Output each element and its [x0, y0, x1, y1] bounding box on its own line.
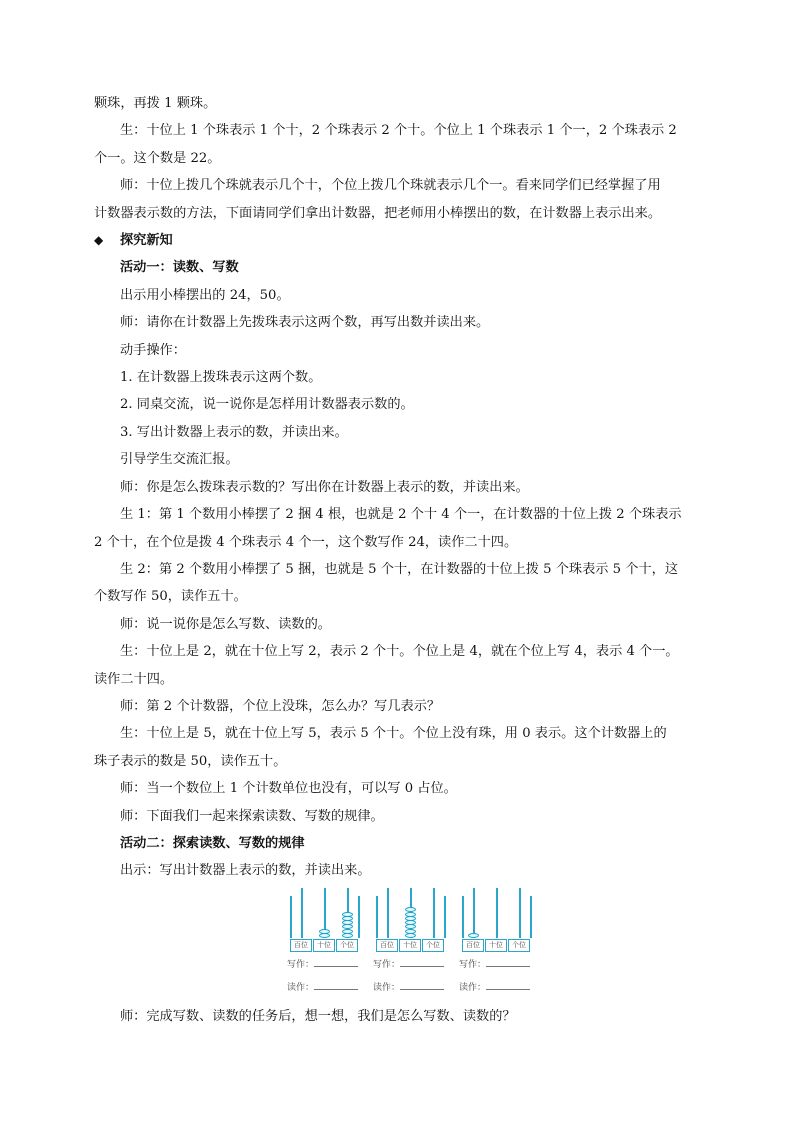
place-label: 百位	[462, 939, 484, 952]
abacus-rod	[473, 888, 475, 938]
abacus-bead	[468, 933, 479, 938]
paragraph-line	[94, 391, 700, 418]
abacus-bead	[405, 916, 416, 921]
counting-abacus	[462, 888, 532, 952]
paragraph-line	[94, 529, 700, 556]
place-label: 个位	[508, 939, 530, 952]
paragraph-line	[94, 720, 700, 747]
abacus-bead	[342, 912, 353, 917]
write-answer-field	[373, 957, 444, 970]
paragraph-text: 计数器表示数的方法，下面请同学们拿出计数器，把老师用小棒摆出的数，在计数器上表示出来。	[94, 205, 662, 221]
place-label: 个位	[336, 939, 358, 952]
paragraph-text: 师：下面我们一起来探索读数、写数的规律。	[120, 808, 384, 824]
answer-blank	[486, 958, 530, 967]
abacus-bead	[405, 933, 416, 938]
write-label: 写作：	[373, 960, 401, 970]
paragraph-text: 探究新知	[120, 233, 173, 249]
paragraph-line	[94, 90, 700, 117]
abacus-frame	[462, 896, 464, 938]
paragraph-text: 读作二十四。	[94, 671, 174, 687]
paragraph-text: 活动二：探索读数、写数的规律	[120, 835, 305, 851]
paragraph-line	[94, 556, 700, 583]
read-label: 读作：	[287, 983, 315, 993]
write-answer-field	[287, 957, 358, 970]
paragraph-text: 出示：写出计数器上表示的数，并读出来。	[120, 863, 371, 879]
abacus-bead	[319, 929, 330, 934]
place-label: 十位	[313, 939, 335, 952]
paragraph-text: 师：请你在计数器上先拨珠表示这两个数，再写出数并读出来。	[120, 315, 490, 331]
abacus-frame	[290, 896, 292, 938]
read-label: 读作：	[459, 983, 487, 993]
paragraph-line	[94, 638, 700, 665]
abacus-bead	[319, 933, 330, 938]
paragraph-line	[94, 419, 700, 446]
paragraph-line	[94, 803, 700, 830]
abacus-frame	[444, 896, 446, 938]
paragraph-text: 师：当一个数位上 1 个计数单位也没有，可以写 0 占位。	[120, 781, 457, 797]
paragraph-line	[94, 748, 700, 775]
paragraph-line	[94, 200, 700, 227]
place-label: 个位	[422, 939, 444, 952]
write-label: 写作：	[287, 960, 315, 970]
answer-blank	[486, 981, 530, 990]
paragraph-line	[94, 364, 700, 391]
paragraph-line	[94, 337, 700, 364]
abacus-bead	[342, 933, 353, 938]
paragraph-line	[94, 857, 700, 884]
paragraph-text: 颗珠，再拨 1 颗珠。	[94, 96, 217, 111]
write-answer-field	[459, 957, 530, 970]
paragraph-line	[94, 583, 700, 610]
write-label: 写作：	[459, 960, 487, 970]
read-answer-field	[287, 980, 358, 993]
paragraph-line	[94, 830, 700, 857]
paragraph-line	[94, 501, 700, 528]
paragraph-text: 个一。这个数是 22。	[94, 150, 221, 166]
lesson-text	[94, 90, 700, 885]
paragraph-line	[94, 282, 700, 309]
paragraph-text: 出示用小棒摆出的 24，50。	[120, 287, 290, 303]
counting-abacus	[376, 888, 446, 952]
paragraph-text: 1. 在计数器上拨珠表示这两个数。	[120, 370, 322, 386]
paragraph-line	[94, 254, 700, 281]
paragraph-line	[94, 117, 700, 144]
counting-abacus	[290, 888, 360, 952]
abacus-rod	[387, 888, 389, 938]
paragraph-line	[94, 666, 700, 693]
paragraph-line	[94, 309, 700, 336]
paragraph-text: 生 1：第 1 个数用小棒摆了 2 捆 4 根，也就是 2 个十 4 个一，在计数器的十位上拨 2 个珠表示	[120, 507, 682, 523]
paragraph-text: 个数写作 50，读作五十。	[94, 589, 247, 605]
paragraph-text: 2 个十，在个位是拨 4 个珠表示 4 个一，这个数写作 24，读作二十四。	[94, 534, 518, 550]
paragraph-text: 师：十位上拨几个珠就表示几个十，个位上拨几个珠就表示几个一。看来同学们已经掌握了用	[120, 178, 661, 194]
abacus-rod	[301, 888, 303, 938]
answer-blank	[400, 981, 444, 990]
abacus-frame	[530, 896, 532, 938]
abacus-bead	[342, 929, 353, 934]
section-heading	[94, 227, 700, 254]
answer-blank	[314, 981, 358, 990]
paragraph-line	[94, 145, 700, 172]
read-answer-field	[459, 980, 530, 993]
abacus-rod	[496, 888, 498, 938]
paragraph-text: 师：第 2 个计数器，个位上没珠，怎么办？写几表示？	[120, 698, 441, 714]
read-label: 读作：	[373, 983, 401, 993]
abacus-rod	[433, 888, 435, 938]
paragraph-text: 引导学生交流汇报。	[120, 452, 239, 468]
paragraph-line	[94, 693, 700, 720]
paragraph-line	[94, 611, 700, 638]
closing-paragraph: 师：完成写数、读数的任务后，想一想，我们是怎么写数、读数的？	[120, 1009, 516, 1024]
paragraph-line	[94, 775, 700, 802]
diamond-bullet-icon: ◆	[94, 233, 104, 248]
paragraph-text: 师：说一说你是怎么写数、读数的。	[120, 616, 331, 632]
answer-blank	[400, 958, 444, 967]
abacus-figure	[287, 888, 550, 998]
abacus-bead	[405, 929, 416, 934]
abacus-frame	[376, 896, 378, 938]
read-answer-field	[373, 980, 444, 993]
paragraph-text: 珠子表示的数是 50，读作五十。	[94, 753, 287, 769]
place-label: 十位	[399, 939, 421, 952]
place-label: 百位	[376, 939, 398, 952]
abacus-bead	[405, 912, 416, 917]
paragraph-text: 3. 写出计数器上表示的数，并读出来。	[120, 424, 348, 440]
paragraph-text: 动手操作：	[120, 342, 186, 358]
paragraph-text: 师：你是怎么拨珠表示数的？写出你在计数器上表示的数，并读出来。	[120, 479, 529, 495]
paragraph-line	[94, 474, 700, 501]
abacus-rod	[519, 888, 521, 938]
abacus-bead	[342, 916, 353, 921]
abacus-frame	[358, 896, 360, 938]
paragraph-text: 生 2：第 2 个数用小棒摆了 5 捆，也就是 5 个十，在计数器的十位上拨 5 个珠表示 5 个十，这	[120, 561, 679, 577]
place-label: 百位	[290, 939, 312, 952]
paragraph-text: 生：十位上是 5，就在十位上写 5，表示 5 个十。个位上没有珠，用 0 表示。这个计数器上的	[120, 726, 667, 742]
paragraph-text: 活动一：读数、写数	[120, 260, 239, 276]
paragraph-line	[94, 172, 700, 199]
abacus-bead	[405, 907, 416, 912]
paragraph-text: 2. 同桌交流，说一说你是怎样用计数器表示数的。	[120, 397, 414, 413]
answer-blank	[314, 958, 358, 967]
place-label: 十位	[485, 939, 507, 952]
paragraph-line	[94, 446, 700, 473]
paragraph-text: 生：十位上 1 个珠表示 1 个十，2 个珠表示 2 个十。个位上 1 个珠表示 1 个一，2 个珠表示 2	[120, 123, 677, 139]
paragraph-text: 生：十位上是 2，就在十位上写 2，表示 2 个十。个位上是 4，就在个位上写 4，表示 4 个一。	[120, 644, 679, 660]
